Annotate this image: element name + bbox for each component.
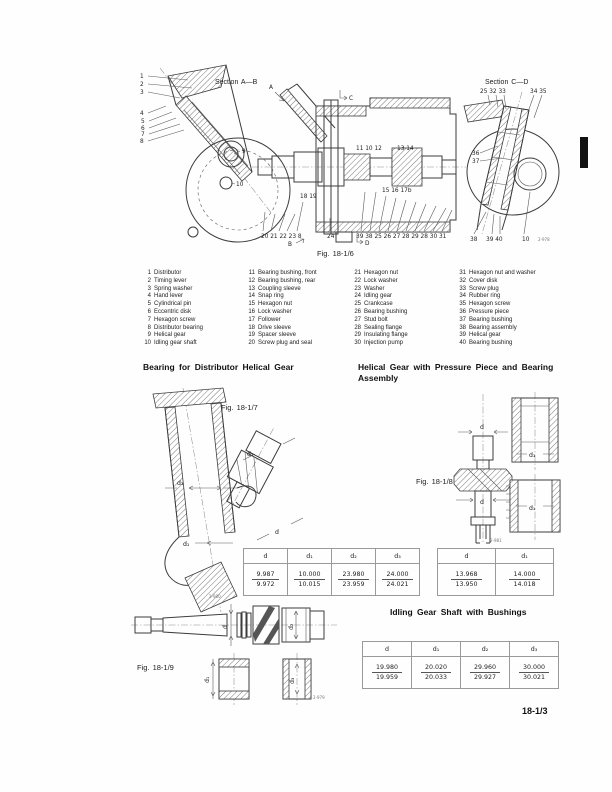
parts-list-item: 26 Bearing bushing (354, 308, 408, 315)
parts-list-col-1 (141, 270, 203, 348)
fig6-caption: Fig. 18-1/6 (317, 249, 354, 258)
idling-section-heading: Idling Gear Shaft with Bushings (390, 607, 527, 617)
dim-value-cell: $\frac{19.980}{19.959}$ (363, 657, 412, 689)
dim-label-d3: d₃ (289, 677, 296, 684)
parts-list-item: 1 Distributor (147, 270, 182, 276)
parts-list-item: 5 Cylindrical pin (147, 301, 192, 308)
dim-col-header: d₂ (332, 549, 376, 564)
bearing-dim-table (243, 548, 420, 596)
parts-list-item: 2 Timing lever (147, 277, 187, 284)
bushing-rear-section (283, 653, 325, 705)
dim-label-d-mid: d (480, 499, 484, 506)
parts-list-item: 8 Distributor bearing (147, 324, 204, 331)
drawing-number: 2-978 (538, 237, 550, 242)
dim-value-cell: $\frac{10.000}{10.015}$ (288, 564, 332, 596)
dim-label-d2: d₂ (247, 451, 254, 458)
parts-list-item: 29 Insulating flange (354, 332, 408, 339)
parts-list-item: 22 Lock washer (354, 277, 398, 284)
fig8-caption: Fig. 18-1/8 (416, 477, 453, 486)
callout-label: 2 (140, 82, 144, 88)
dim-col-header: d (363, 642, 412, 657)
parts-list-item: 12 Bearing bushing, rear (248, 277, 316, 284)
callout-label: 4 (140, 111, 144, 117)
bushing-upper-section (512, 392, 558, 470)
helical-gear-shaft (454, 394, 512, 544)
dim-col-header: d₃ (510, 642, 559, 657)
dim-label-d1-bot: d₁ (529, 505, 536, 512)
dim-label-d1: d₁ (183, 541, 190, 548)
dim-col-header: d₁ (496, 549, 554, 564)
callout-label: 6 (141, 126, 145, 132)
helical-dim-table (437, 548, 554, 596)
dim-value-cell: $\frac{30.000}{30.021}$ (510, 657, 559, 689)
callout-label: A (269, 85, 273, 91)
bushing-lower-section (506, 474, 560, 540)
callout-label: 37 (472, 159, 480, 165)
parts-list-item: 3 Spring washer (147, 285, 193, 292)
parts-list-col-3 (351, 270, 408, 348)
parts-list-item: 13 Coupling sleeve (248, 285, 301, 292)
helical-section-heading: Helical Gear with Pressure Piece and Bearing Assembly (358, 362, 554, 383)
parts-list-item: 15 Hexagon nut (248, 301, 293, 308)
dim-label-d: d (222, 625, 229, 629)
dim-col-header: d (438, 549, 496, 564)
parts-list-item: 35 Hexagon screw (459, 301, 511, 308)
parts-list-item: 4 Hand lever (147, 293, 184, 300)
parts-list-item: 18 Drive sleeve (248, 324, 292, 331)
section-cd-label: Section C—D (485, 79, 529, 86)
section-index-tab (580, 137, 588, 168)
parts-list-col-4 (456, 270, 536, 348)
parts-list-item: 11 Bearing bushing, front (248, 270, 317, 276)
parts-list-item: 40 Bearing bushing (459, 340, 513, 347)
fig9-caption: Fig. 18-1/9 (137, 663, 174, 672)
callout-label: 25 32 33 (480, 89, 506, 95)
parts-list-col-2 (245, 270, 317, 348)
callout-label: B (288, 242, 292, 248)
dim-value-cell: $\frac{24.000}{24.021}$ (376, 564, 420, 596)
parts-list-item: 7 Hexagon screw (147, 316, 196, 323)
parts-list-item: 27 Stud bolt (354, 316, 388, 323)
dim-label-d-top: d (480, 424, 484, 431)
parts-list-item: 20 Screw plug and seal (248, 340, 313, 347)
callout-label: 1 (140, 74, 144, 80)
parts-list-item: 16 Lock washer (248, 308, 292, 315)
bushing-front-section (204, 653, 249, 705)
parts-list-item: 21 Hexagon nut (354, 270, 399, 276)
bearing-section-heading: Bearing for Distributor Helical Gear (143, 362, 294, 372)
parts-list-item: 37 Bearing bushing (459, 316, 513, 323)
dim-label-d2: d₂ (288, 623, 295, 630)
callout-label: 34 35 (530, 89, 547, 95)
callout-label: 7 (141, 132, 145, 138)
section-ab-diagram (140, 65, 290, 242)
dim-value-cell: $\frac{20.020}{20.033}$ (412, 657, 461, 689)
callout-label: 24 (327, 234, 335, 240)
page-number: 18-1/3 (522, 706, 548, 716)
parts-list-item: 28 Sealing flange (354, 324, 403, 331)
section-cd-diagram (464, 89, 559, 243)
parts-list-item: 33 Screw plug (459, 285, 499, 292)
parts-list-item: 19 Spacer sleeve (248, 332, 297, 339)
callout-label: D (365, 241, 370, 247)
idling-dim-table (362, 641, 559, 689)
callout-label: 11 10 12 (356, 146, 382, 152)
dim-label-d: d (275, 529, 279, 536)
parts-list-item: 9 Helical gear (147, 332, 186, 339)
parts-list-item: 39 Helical gear (459, 332, 501, 339)
section-ab-label: Section A—B (215, 79, 258, 86)
callout-label: 15 16 17b (382, 188, 412, 194)
fig7-caption: Fig. 18-1/7 (221, 403, 258, 412)
callout-label: 38 (470, 237, 478, 243)
callout-label: 3 (140, 90, 144, 96)
parts-list-item: 17 Follower (248, 316, 281, 323)
callout-label: 10 (236, 182, 244, 188)
dim-value-cell: $\frac{14.000}{14.018}$ (496, 564, 554, 596)
dim-label-d3: d₃ (177, 480, 184, 487)
drawing-number: 2-981 (490, 538, 502, 543)
fig-18-1-6-drawing (130, 62, 590, 254)
parts-list-item: 10 Idling gear shaft (144, 340, 197, 347)
dim-value-cell: $\frac{9.987}{9.972}$ (244, 564, 288, 596)
parts-list-item: 36 Pressure piece (459, 308, 510, 315)
parts-list-item: 24 Idling gear (354, 293, 393, 300)
callout-label: 10 (522, 237, 530, 243)
callout-label: 5 (141, 119, 145, 125)
callout-label: 39 38 25 26 27 28 29 28 30 31 (356, 234, 447, 240)
parts-list-item: 14 Snap ring (248, 293, 284, 300)
parts-list-item: 38 Bearing assembly (459, 324, 517, 331)
callout-label: 13 14 (397, 146, 414, 152)
dim-col-header: d₂ (461, 642, 510, 657)
callout-label: 20 21 22 23 8 (261, 234, 302, 240)
parts-list-item: 6 Eccentric disk (147, 308, 192, 315)
dim-value-cell: $\frac{29.960}{29.927}$ (461, 657, 510, 689)
dim-col-header: d₃ (376, 549, 420, 564)
callout-label: 36 (472, 151, 480, 157)
parts-list-item: 31 Hexagon nut and washer (459, 270, 536, 276)
dim-label-d1-top: d₁ (529, 452, 536, 459)
fig-18-1-8-drawing (420, 392, 610, 547)
dim-col-header: d (244, 549, 288, 564)
callout-label: 18 19 (300, 194, 317, 200)
distributor-bearing-section (153, 388, 256, 612)
parts-list-item: 25 Crankcase (354, 301, 393, 308)
dim-col-header: d₁ (412, 642, 461, 657)
dim-col-header: d₁ (288, 549, 332, 564)
fig-18-1-9-drawing (115, 598, 350, 710)
drawing-number: 2-979 (313, 695, 325, 700)
parts-list-item: 34 Rubber ring (459, 293, 501, 300)
callout-label: 9 (242, 149, 246, 155)
parts-list-item: 30 Injection pump (354, 340, 404, 347)
callout-label: 8 (140, 139, 144, 145)
drawing-number: 2-980 (209, 594, 221, 599)
dim-value-cell: $\frac{13.968}{13.950}$ (438, 564, 496, 596)
parts-list-item: 32 Cover disk (459, 277, 498, 284)
dim-value-cell: $\frac{23.980}{23.959}$ (332, 564, 376, 596)
callout-label: C (349, 96, 354, 102)
dim-label-d1: d₁ (204, 676, 211, 683)
callout-label: 39 40 (486, 237, 503, 243)
idling-gear-shaft-drawing (131, 604, 337, 646)
parts-list-item: 23 Washer (354, 285, 385, 292)
